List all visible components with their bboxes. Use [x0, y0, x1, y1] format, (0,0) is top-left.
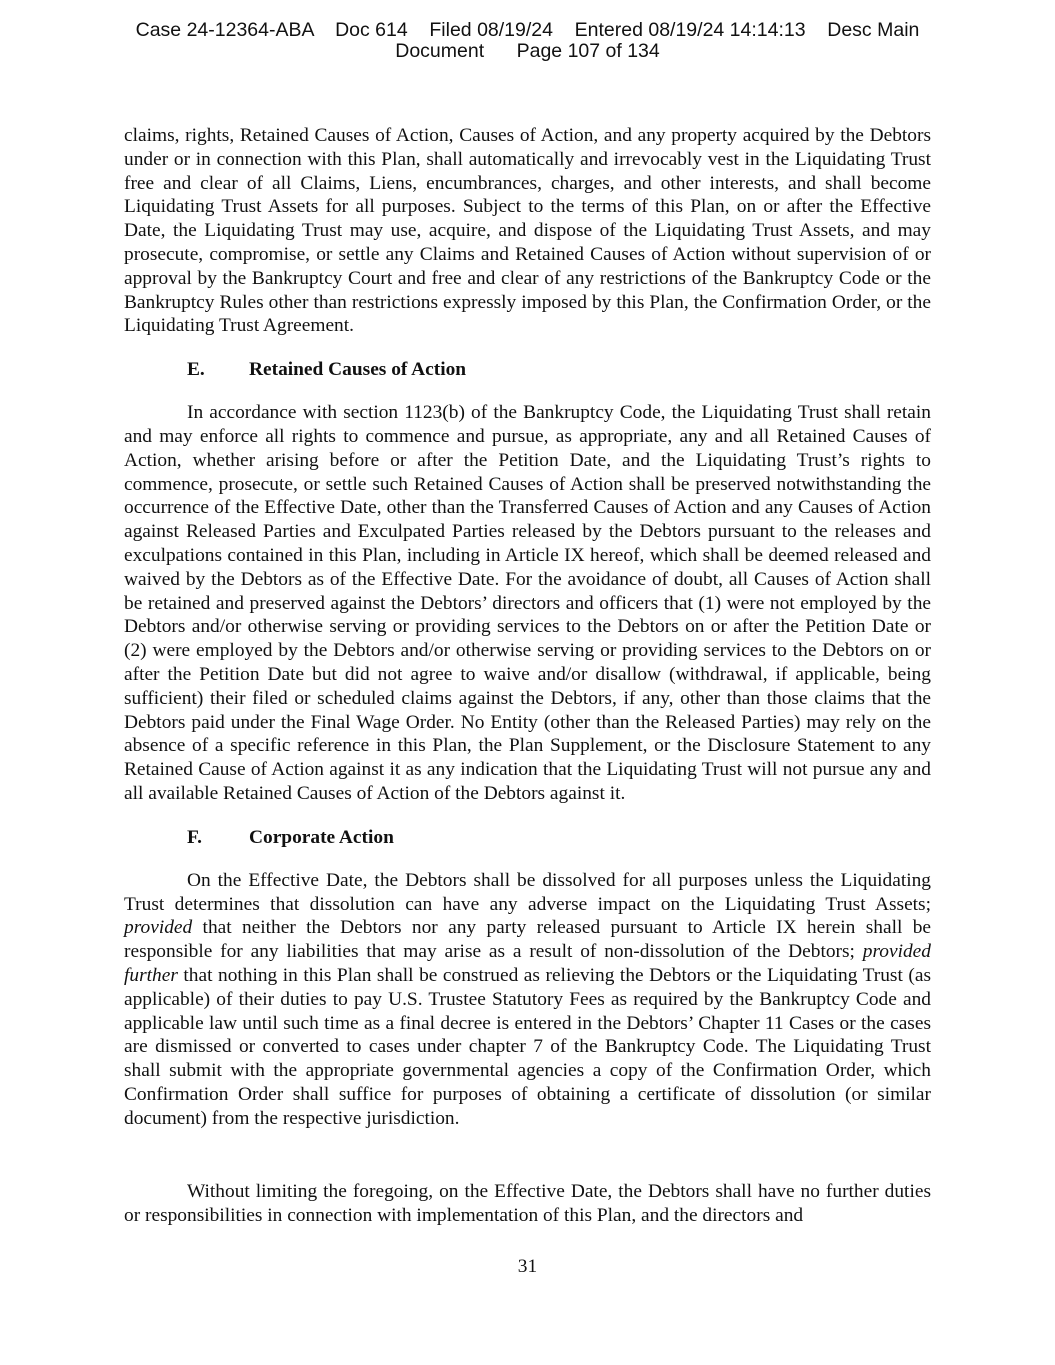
closing-paragraph-block: [124, 1180, 931, 1228]
section-title: Retained Causes of Action: [249, 359, 467, 381]
paragraph-vesting: claims, rights, Retained Causes of Action, Causes of Action, and any property acquired by the Debtors under or in connection with this Plan, shall automatically and irrevocably vest in the Liquidating Trust free and clear of all Claims, Liens, encumbrances, charges, and other interests, and shall become Liquidating Trust Assets for all purposes. Subject to the terms of this Plan, on or after the Effective Date, the Liquidating Trust may use, acquire, and dispose of the Liquidating Trust Assets, and may prosecute, compromise, or settle any Claims and Retained Causes of Action without supervision of or approval by the Bankruptcy Court and free and clear of any restrictions of the Bankruptcy Code or the Bankruptcy Rules other than restrictions expressly imposed by this Plan, the Confirmation Order, or the Liquidating Trust Agreement.: [124, 125, 931, 337]
italic-run: provided further: [124, 941, 931, 986]
paragraph-without-limiting: Without limiting the foregoing, on the Effective Date, the Debtors shall have no further duties or responsibilities in connection with implementation of this Plan, and the directors and: [124, 1181, 931, 1226]
text-run: that neither the Debtors nor any party released pursuant to Article IX herein shall be responsible for any liabilities that may arise as a result of non-dissolution of the Debtors;: [124, 917, 931, 963]
case-header-line: Case 24-12364-ABA Doc 614 Filed 08/19/24 Entered 08/19/24 14:14:13 Desc Main: [135, 19, 920, 41]
section-heading-f: [124, 825, 931, 851]
page-number: 31: [517, 1256, 538, 1277]
paragraph-retained-causes: In accordance with section 1123(b) of the Bankruptcy Code, the Liquidating Trust shall retain and may enforce all rights to commence and pursue, as appropriate, any and all Retained Causes of Action, whether arising before or after the Petition Date, and the Liquidating Trust’s rights to commence, prosecute, or settle such Retained Causes of Action shall be preserved notwithstanding the occurrence of the Effective Date, other than the Transferred Causes of Action and any Causes of Action against Released Parties and Exculpated Parties released by the Debtors pursuant to the releases and exculpations contained in this Plan, including in Article IX hereof, which shall be deemed released and waived by the Debtors as of the Effective Date. For the avoidance of doubt, all Causes of Action shall be retained and preserved against the Debtors’ directors and officers that (1) were not employed by the Debtors and/or otherwise serving or providing services to the Debtors on or after the Petition Date or (2) were employed by the Debtors and/or otherwise serving or providing services to the Debtors on or after the Petition Date but did not agree to waive and/or disallow (withdrawal, if applicable, being sufficient) their filed or scheduled claims against the Debtors, if any, other than those claims that the Debtors paid under the Final Wage Order. No Entity (other than the Released Parties) may rely on the absence of a specific reference in this Plan, the Plan Supplement, or the Disclosure Statement to any Retained Cause of Action against it as any indication that the Liquidating Trust will not pursue any and all available Retained Causes of Action of the Debtors against it.: [124, 402, 931, 804]
section-letter: E.: [187, 359, 205, 381]
paragraph-corporate-action: [124, 869, 931, 1131]
text-run: On the Effective Date, the Debtors shall be dissolved for all purposes unless the Liquidating Trust determines that dissolution can have any adverse impact on the Liquidating Trust Assets;: [124, 869, 931, 915]
document-page-line: Document Page 107 of 134: [395, 40, 660, 62]
document-body: [124, 124, 931, 1130]
court-filing-header: [0, 20, 1055, 62]
section-heading-e: [124, 357, 931, 383]
italic-run: provided: [124, 917, 193, 939]
section-letter: F.: [187, 826, 202, 848]
text-run: that nothing in this Plan shall be construed as relieving the Debtors or the Liquidating Trust (as applicable) of their duties to pay U.S. Trustee Statutory Fees as required by the Bankruptcy Code and applicable law until such time as a final decree is entered in the Debtors’ Chapter 11 Cases or the cases are dismissed or converted to cases under chapter 7 of the Bankruptcy Code. The Liquidating Trust shall submit with the appropriate governmental agencies a copy of the Confirmation Order, which Confirmation Order shall suffice for purposes of obtaining a certificate of dissolution (or similar document) from the respective jurisdiction.: [124, 964, 931, 1129]
section-title: Corporate Action: [249, 826, 394, 848]
